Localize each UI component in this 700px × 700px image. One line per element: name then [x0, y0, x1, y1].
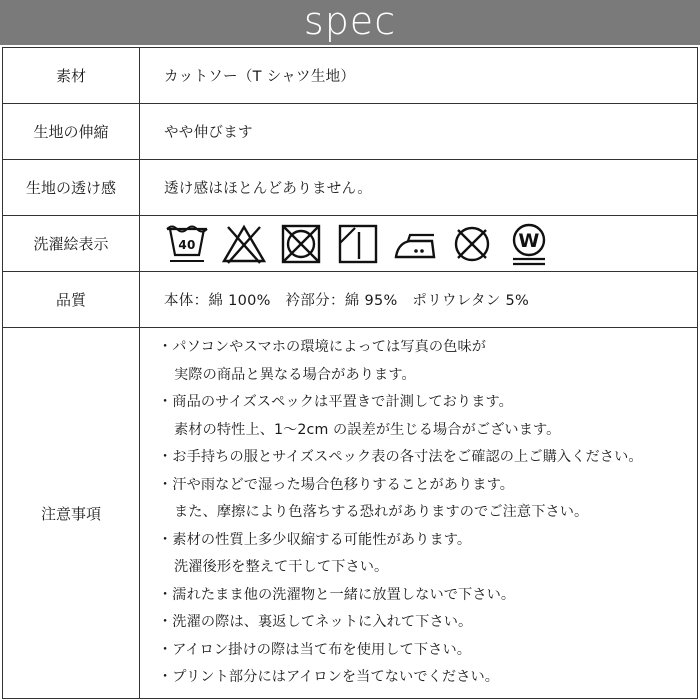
note-line: ・お手持ちの服とサイズスペック表の各寸法をご確認の上ご購入ください。 [158, 449, 643, 466]
material-value: カットソー（T シャツ生地） [140, 48, 698, 104]
note-line: ・商品のサイズスペックは平置きで計測しております。 [158, 394, 513, 411]
line-dry-shade-icon [335, 221, 381, 267]
composition-value: 本体：綿 100% 衿部分：綿 95% ポリウレタン 5% [140, 272, 698, 328]
stretch-value: やや伸びます [140, 104, 698, 160]
care-icons [164, 221, 697, 267]
note-line: 素材の特性上、1～2cm の誤差が生じる場合がございます。 [174, 421, 561, 438]
wash-temp-text: 40 [178, 237, 196, 252]
row-sheerness [3, 160, 698, 216]
note-line: ・洗濯の際は、裏返してネットに入れて下さい。 [158, 614, 473, 631]
no-bleach-icon [221, 221, 267, 267]
note-line: ・アイロン掛けの際は当て布を使用して下さい。 [158, 641, 472, 658]
row-composition [3, 272, 698, 328]
note-line: ・素材の性質上多少収縮する可能性があります。 [158, 531, 472, 548]
wash-40-icon [164, 221, 210, 267]
row-stretch [3, 104, 698, 160]
sheerness-label: 生地の透け感 [3, 160, 140, 216]
note-line: また、摩擦により色落ちする恐れがありますのでご注意下さい。 [174, 504, 589, 521]
note-item [158, 334, 697, 389]
note-line: ・パソコンやスマホの環境によっては写真の色味が [158, 339, 487, 356]
note-item [158, 527, 697, 582]
page-title: spec [303, 0, 397, 43]
stretch-label: 生地の伸縮 [3, 104, 140, 160]
row-notes [3, 328, 698, 699]
wet-clean-gentle-icon [506, 221, 552, 267]
sheerness-value: 透け感はほとんどありません。 [140, 160, 698, 216]
wet-clean-letter: W [518, 229, 540, 252]
note-item [158, 444, 697, 472]
composition-label: 品質 [3, 272, 140, 328]
note-line: 実際の商品と異なる場合があります。 [174, 366, 416, 383]
notes-list [140, 328, 698, 699]
spec-table [2, 47, 698, 699]
row-material [3, 48, 698, 104]
notes-label: 注意事項 [3, 328, 140, 699]
note-item [158, 582, 697, 610]
note-item [158, 472, 697, 527]
material-label: 素材 [3, 48, 140, 104]
iron-low-icon [392, 221, 438, 267]
note-line: 洗濯後形を整えて干して下さい。 [174, 559, 389, 576]
care-label: 洗濯絵表示 [3, 216, 140, 272]
care-icons-cell [140, 216, 698, 272]
note-item [158, 609, 697, 637]
no-dry-clean-icon [449, 221, 495, 267]
note-item [158, 664, 697, 692]
note-item [158, 389, 697, 444]
note-line: ・汗や雨などで湿った場合色移りすることがあります。 [158, 476, 515, 493]
row-care [3, 216, 698, 272]
no-tumble-dry-icon [278, 221, 324, 267]
spec-header [0, 0, 700, 45]
note-line: ・プリント部分にはアイロンを当てないでください。 [158, 669, 500, 686]
note-line: ・濡れたまま他の洗濯物と一緒に放置しないで下さい。 [158, 586, 516, 603]
note-item [158, 637, 697, 665]
